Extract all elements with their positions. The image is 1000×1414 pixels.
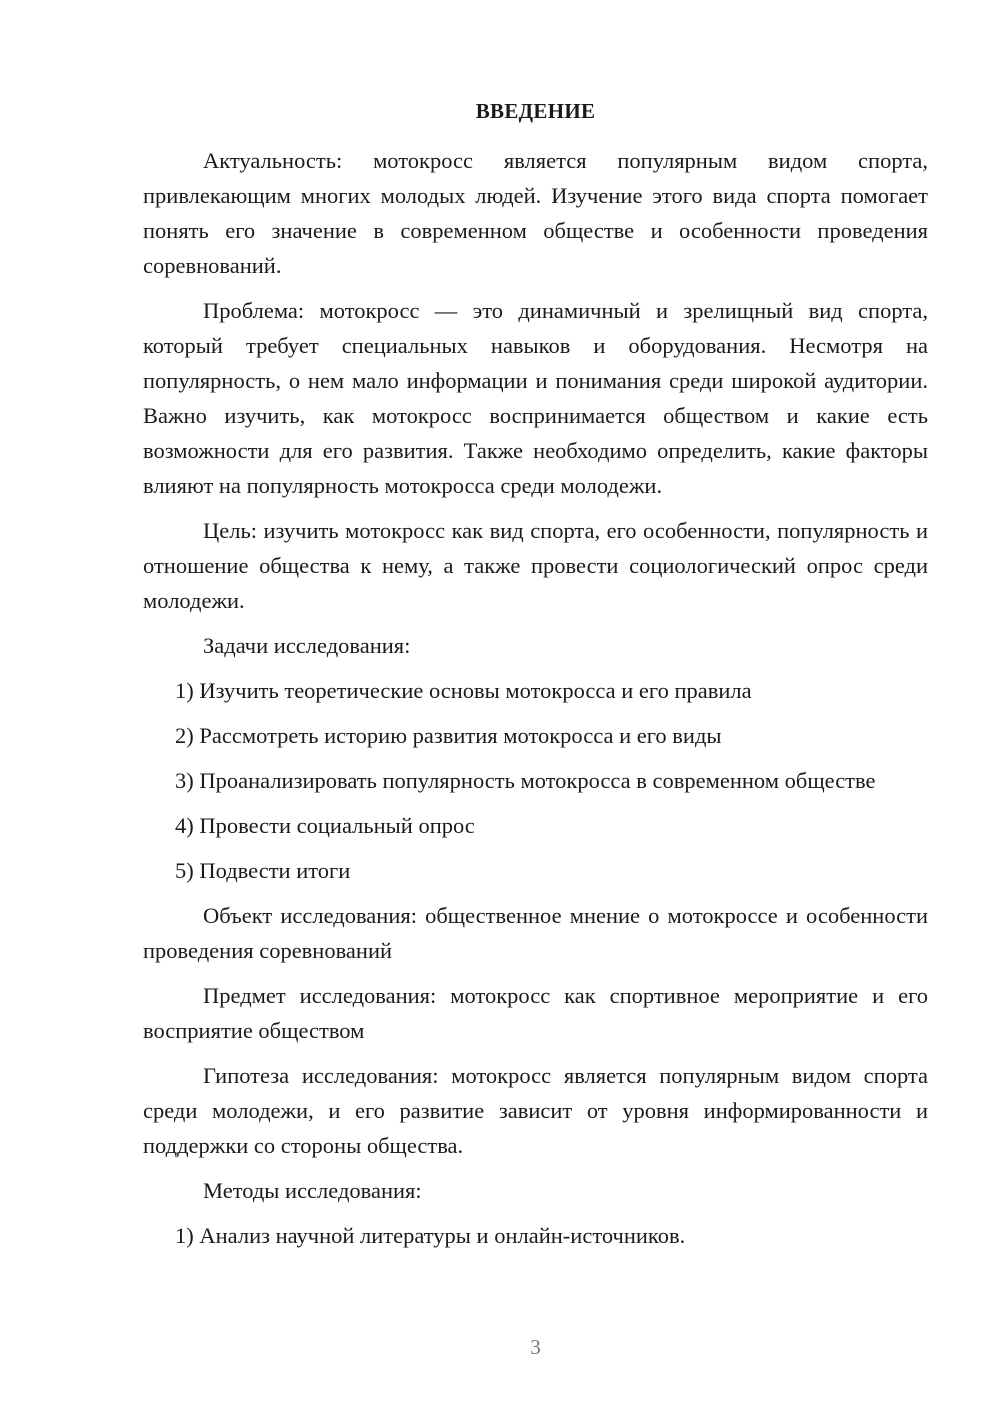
paragraph-methods-heading: Методы исследования:: [203, 1178, 422, 1203]
list-item-method-1: 1) Анализ научной литературы и онлайн-источников.: [175, 1223, 686, 1248]
document-page: [143, 0, 928, 1414]
page-title: ВВЕДЕНИЕ: [475, 99, 596, 123]
paragraph-goal: Цель: изучить мотокросс как вид спорта, его особенности, популярность и отношение общества к нему, а также провести социологический опрос среди молодежи.: [143, 518, 928, 613]
document-body: [143, 143, 928, 1263]
paragraph-object: Объект исследования: общественное мнение о мотокроссе и особенности проведения соревнований: [143, 903, 928, 963]
page-number: 3: [530, 1335, 541, 1359]
list-item-task-3: 3) Проанализировать популярность мотокросса в современном обществе: [175, 768, 876, 793]
paragraph-hypothesis: Гипотеза исследования: мотокросс является популярным видом спорта среди молодежи, и его развитие зависит от уровня информированности и поддержки со стороны общества.: [143, 1063, 928, 1158]
list-item-task-2: 2) Рассмотреть историю развития мотокросса и его виды: [175, 723, 722, 748]
list-item-task-4: 4) Провести социальный опрос: [175, 813, 475, 838]
paragraph-relevance: Актуальность: мотокросс является популярным видом спорта, привлекающим многих молодых людей. Изучение этого вида спорта помогает понять его значение в современном обществе и особенности проведения соревнований.: [143, 148, 928, 278]
list-item-task-5: 5) Подвести итоги: [175, 858, 351, 883]
list-item-task-1: 1) Изучить теоретические основы мотокросса и его правила: [175, 678, 752, 703]
paragraph-problem: Проблема: мотокросс — это динамичный и зрелищный вид спорта, который требует специальных навыков и оборудования. Несмотря на популярность, о нем мало информации и понимания среди широкой аудитории. Важно изучить, как мотокросс воспринимается обществом и какие есть возможности для его развития. Также необходимо определить, какие факторы влияют на популярность мотокросса среди молодежи.: [143, 298, 928, 498]
paragraph-subject: Предмет исследования: мотокросс как спортивное мероприятие и его восприятие обществом: [143, 983, 928, 1043]
paragraph-tasks-heading: Задачи исследования:: [203, 633, 411, 658]
